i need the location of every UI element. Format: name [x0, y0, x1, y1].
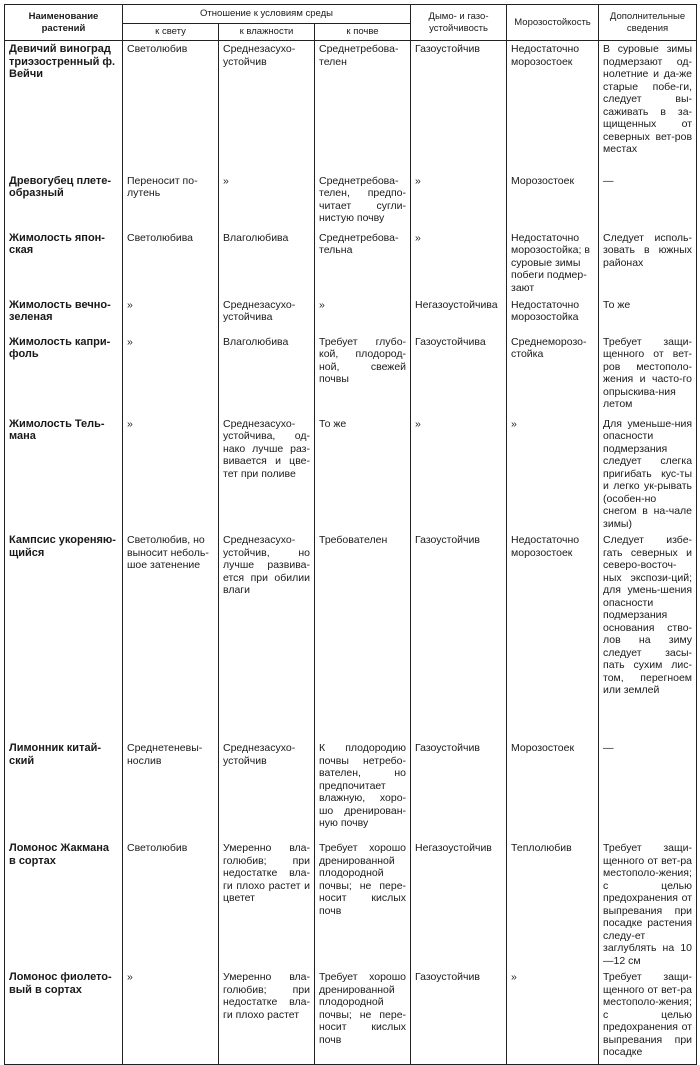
cell-moisture: Среднезасухо-устойчив, но лучше развива-ется при обилии влаги [219, 532, 315, 740]
cell-smoke: » [411, 173, 507, 230]
cell-soil: Требует хорошо дренированной плодородной почвы; не пере-носит кислых почв [315, 840, 411, 969]
cell-name: Жимолость Тель-мана [5, 416, 123, 533]
table-row [5, 740, 697, 840]
cell-smoke: Газоустойчива [411, 334, 507, 416]
header-extra: Дополнительные сведения [599, 5, 697, 41]
cell-name: Жимолость япон-ская [5, 230, 123, 297]
table-row [5, 334, 697, 416]
header-light: к свету [123, 24, 219, 41]
cell-soil: Среднетребова-тельна [315, 230, 411, 297]
cell-moisture: Влаголюбива [219, 334, 315, 416]
cell-light: Светолюбива [123, 230, 219, 297]
cell-frost: Морозостоек [507, 740, 599, 840]
cell-light: » [123, 334, 219, 416]
cell-smoke: Негазоустойчива [411, 297, 507, 334]
cell-extra: Для уменьше-ния опасности подмерзания следует слегка пригибать кус-ты и легко ук-рывать (особен-но снегом в на-чале зимы) [599, 416, 697, 533]
cell-light: » [123, 969, 219, 1064]
cell-frost: Морозостоек [507, 173, 599, 230]
cell-frost: Недостаточно морозостойка [507, 297, 599, 334]
cell-smoke: Газоустойчив [411, 969, 507, 1064]
cell-name: Лимонник китай-ский [5, 740, 123, 840]
cell-soil: Требователен [315, 532, 411, 740]
cell-moisture: Среднезасухо-устойчив [219, 41, 315, 173]
cell-light: Среднетеневы-нослив [123, 740, 219, 840]
header-soil: к почве [315, 24, 411, 41]
cell-smoke: Газоустойчив [411, 532, 507, 740]
cell-moisture: » [219, 173, 315, 230]
cell-extra: Требует защи-щенного от вет-ра местополо-жения; с целью предохранения от выпревания при посадке растения следу-ет заглублять на 10—12 см [599, 840, 697, 969]
cell-smoke: Газоустойчив [411, 41, 507, 173]
cell-moisture: Среднезасухо-устойчив [219, 740, 315, 840]
cell-soil: К плодородию почвы нетребо-вателен, но предпочитает влажную, хоро-шо дренирован-ную почву [315, 740, 411, 840]
cell-extra: — [599, 740, 697, 840]
header-name: Наименование растений [5, 5, 123, 41]
cell-light: Светолюбив, но выносит неболь-шое затенение [123, 532, 219, 740]
cell-frost: Недостаточно морозостойка; в суровые зимы побеги подмер-зают [507, 230, 599, 297]
header-moisture: к влажности [219, 24, 315, 41]
table-row [5, 230, 697, 297]
cell-smoke: Газоустойчив [411, 740, 507, 840]
table-row [5, 173, 697, 230]
cell-extra: То же [599, 297, 697, 334]
cell-name: Ломонос фиолето-вый в сортах [5, 969, 123, 1064]
cell-smoke: » [411, 416, 507, 533]
table-row [5, 297, 697, 334]
cell-name: Кампсис укореняю-щийся [5, 532, 123, 740]
table-row [5, 969, 697, 1064]
plants-table [4, 4, 697, 1065]
cell-soil: Среднетребова-телен [315, 41, 411, 173]
header-conditions: Отношение к условиям среды [123, 5, 411, 24]
cell-frost: Среднеморозо-стойка [507, 334, 599, 416]
cell-frost: Теплолюбив [507, 840, 599, 969]
cell-smoke: » [411, 230, 507, 297]
cell-extra: — [599, 173, 697, 230]
header-frost: Морозостойкость [507, 5, 599, 41]
cell-moisture: Среднезасухо-устойчива [219, 297, 315, 334]
cell-extra: Следует исполь-зовать в южных районах [599, 230, 697, 297]
cell-light: Светолюбив [123, 840, 219, 969]
cell-extra: Следует избе-гать северных и северо-восточ-ных экспози-ций; для умень-шения опасности подмерзания основания ство-лов на зиму следует засы-пать сухим лис-том, перегноем или землей [599, 532, 697, 740]
cell-name: Жимолость капри-фоль [5, 334, 123, 416]
table-row [5, 41, 697, 173]
cell-soil: Требует хорошо дренированной плодородной почвы; не пере-носит кислых почв [315, 969, 411, 1064]
cell-frost: » [507, 416, 599, 533]
cell-light: Светолюбив [123, 41, 219, 173]
cell-extra: В суровые зимы подмерзают од-нолетние и да-же старые побе-ги, следует вы-саживать в за-щищенных от северных вет-ров местах [599, 41, 697, 173]
cell-frost: Недостаточно морозостоек [507, 41, 599, 173]
header-row-top [5, 5, 697, 24]
cell-light: » [123, 416, 219, 533]
cell-extra: Требует защи-щенного от вет-ра местополо-жения; с целью предохранения от выпревания при посадке [599, 969, 697, 1064]
cell-name: Ломонос Жакмана в сортах [5, 840, 123, 969]
table-row [5, 532, 697, 740]
cell-name: Древогубец плете-образный [5, 173, 123, 230]
cell-extra: Требует защи-щенного от вет-ров местополо-жения и часто-го опрыскива-ния летом [599, 334, 697, 416]
cell-soil: Среднетребова-телен, предпо-читает сугли-нистую почву [315, 173, 411, 230]
cell-name: Девичий виноград триэзостренный ф. Вейчи [5, 41, 123, 173]
cell-frost: » [507, 969, 599, 1064]
cell-moisture: Умеренно вла-голюбив; при недостатке вла-ги плохо растет [219, 969, 315, 1064]
cell-soil: Требует глубо-кой, плодород-ной, свежей почвы [315, 334, 411, 416]
cell-frost: Недостаточно морозостоек [507, 532, 599, 740]
cell-name: Жимолость вечно-зеленая [5, 297, 123, 334]
cell-smoke: Негазоустойчив [411, 840, 507, 969]
cell-moisture: Среднезасухо-устойчива, од-нако лучше раз-вивается и цве-тет при поливе [219, 416, 315, 533]
cell-soil: То же [315, 416, 411, 533]
cell-moisture: Влаголюбива [219, 230, 315, 297]
table-row [5, 416, 697, 533]
table-row [5, 840, 697, 969]
cell-moisture: Умеренно вла-голюбив; при недостатке вла-ги плохо растет и цветет [219, 840, 315, 969]
cell-soil: » [315, 297, 411, 334]
header-smoke: Дымо- и газо-устойчивость [411, 5, 507, 41]
cell-light: Переносит по-лутень [123, 173, 219, 230]
cell-light: » [123, 297, 219, 334]
